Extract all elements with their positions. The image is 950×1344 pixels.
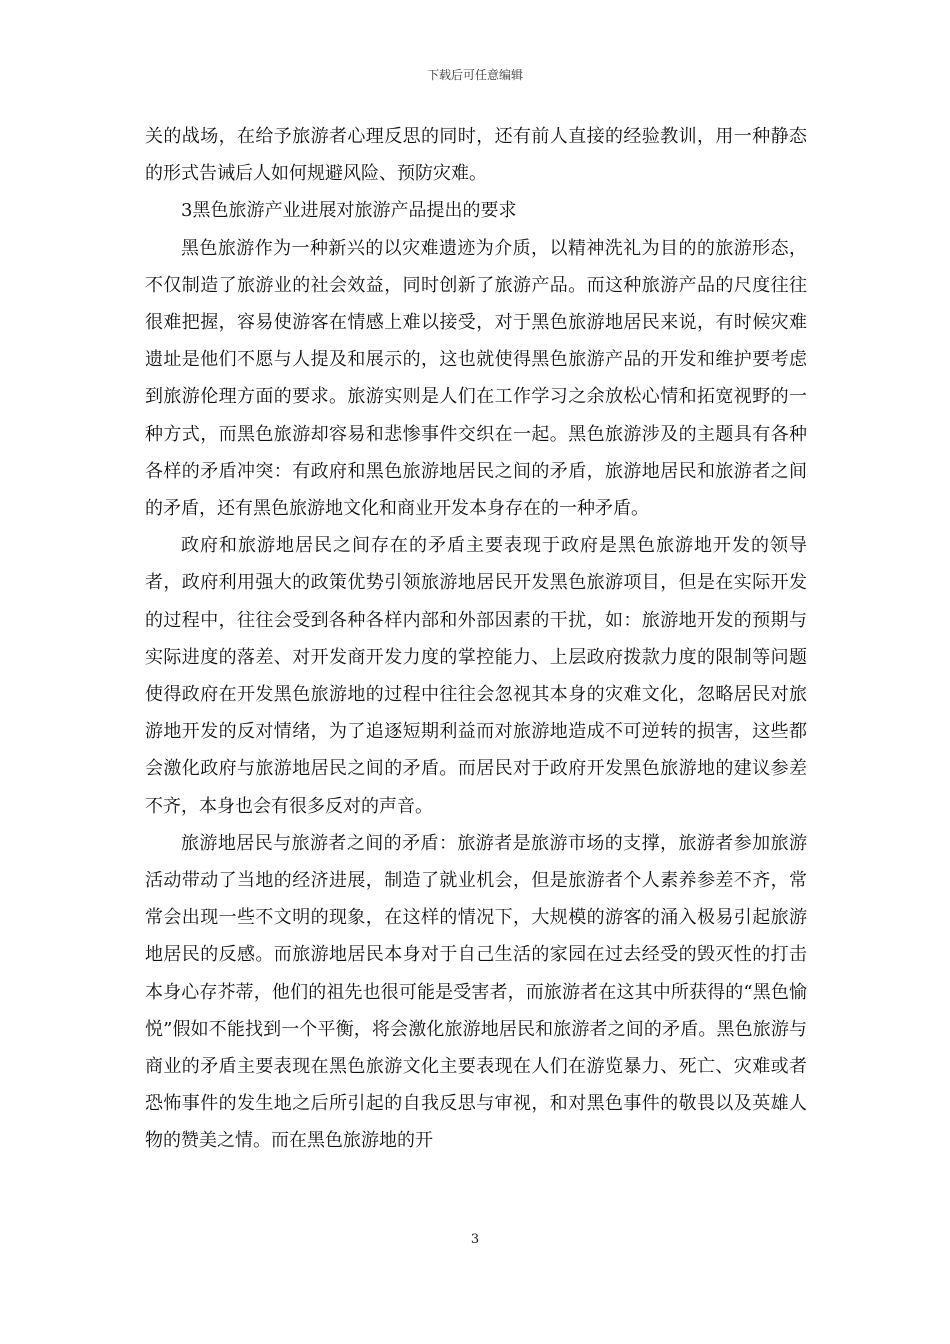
header-note: 下载后可任意编辑 bbox=[426, 68, 523, 82]
paragraph: 政府和旅游地居民之间存在的矛盾主要表现于政府是黑色旅游地开发的领导者，政府利用强大的政策优势引领旅游地居民开发黑色旅游项目，但是在实际开发的过程中，往往会受到各种各样内部和外部因素的干扰，如：旅游地开发的预期与实际进度的落差、对开发商开发力度的掌控能力、上层政府拨款力度的限制等问题使得政府在开发黑色旅游地的过程中往往会忽视其本身的灾难文化，忽略居民对旅游地开发的反对情绪，为了追逐短期利益而对旅游地造成不可逆转的损害，这些都会激化政府与旅游地居民之间的矛盾。而居民对于政府开发黑色旅游地的建议参差不齐，本身也会有很多反对的声音。 bbox=[145, 535, 807, 817]
body-text bbox=[145, 118, 807, 1160]
paragraph-continuation: 关的战场，在给予旅游者心理反思的同时，还有前人直接的经验教训，用一种静态的形式告诫后人如何规避风险、预防灾难。 bbox=[145, 126, 807, 185]
page-number: 3 bbox=[470, 1232, 480, 1247]
paragraph: 旅游地居民与旅游者之间的矛盾：旅游者是旅游市场的支撑，旅游者参加旅游活动带动了当地的经济进展，制造了就业机会，但是旅游者个人素养参差不齐，常常会出现一些不文明的现象，在这样的情况下，大规模的游客的涌入极易引起旅游地居民的反感。而旅游地居民本身对于自己生活的家园在过去经受的毁灭性的打击本身心存芥蒂，他们的祖先也很可能是受害者，而旅游者在这其中所获得的“黑色愉悦”假如不能找到一个平衡，将会激化旅游地居民和旅游者之间的矛盾。黑色旅游与商业的矛盾主要表现在黑色旅游文化主要表现在人们在游览暴力、死亡、灾难或者恐怖事件的发生地之后所引起的自我反思与审视，和对黑色事件的敬畏以及英雄人物的赞美之情。而在黑色旅游地的开 bbox=[145, 832, 807, 1152]
section-heading: 3黑色旅游产业进展对旅游产品提出的要求 bbox=[181, 200, 517, 222]
paragraph: 黑色旅游作为一种新兴的以灾难遗迹为介质，以精神洗礼为目的的旅游形态，不仅制造了旅游业的社会效益，同时创新了旅游产品。而这种旅游产品的尺度往往很难把握，容易使游客在情感上难以接受，对于黑色旅游地居民来说，有时候灾难遗址是他们不愿与人提及和展示的，这也就使得黑色旅游产品的开发和维护要考虑到旅游伦理方面的要求。旅游实则是人们在工作学习之余放松心情和拓宽视野的一种方式，而黑色旅游却容易和悲惨事件交织在一起。黑色旅游涉及的主题具有各种各样的矛盾冲突：有政府和黑色旅游地居民之间的矛盾，旅游地居民和旅游者之间的矛盾，还有黑色旅游地文化和商业开发本身存在的一种矛盾。 bbox=[145, 237, 807, 520]
